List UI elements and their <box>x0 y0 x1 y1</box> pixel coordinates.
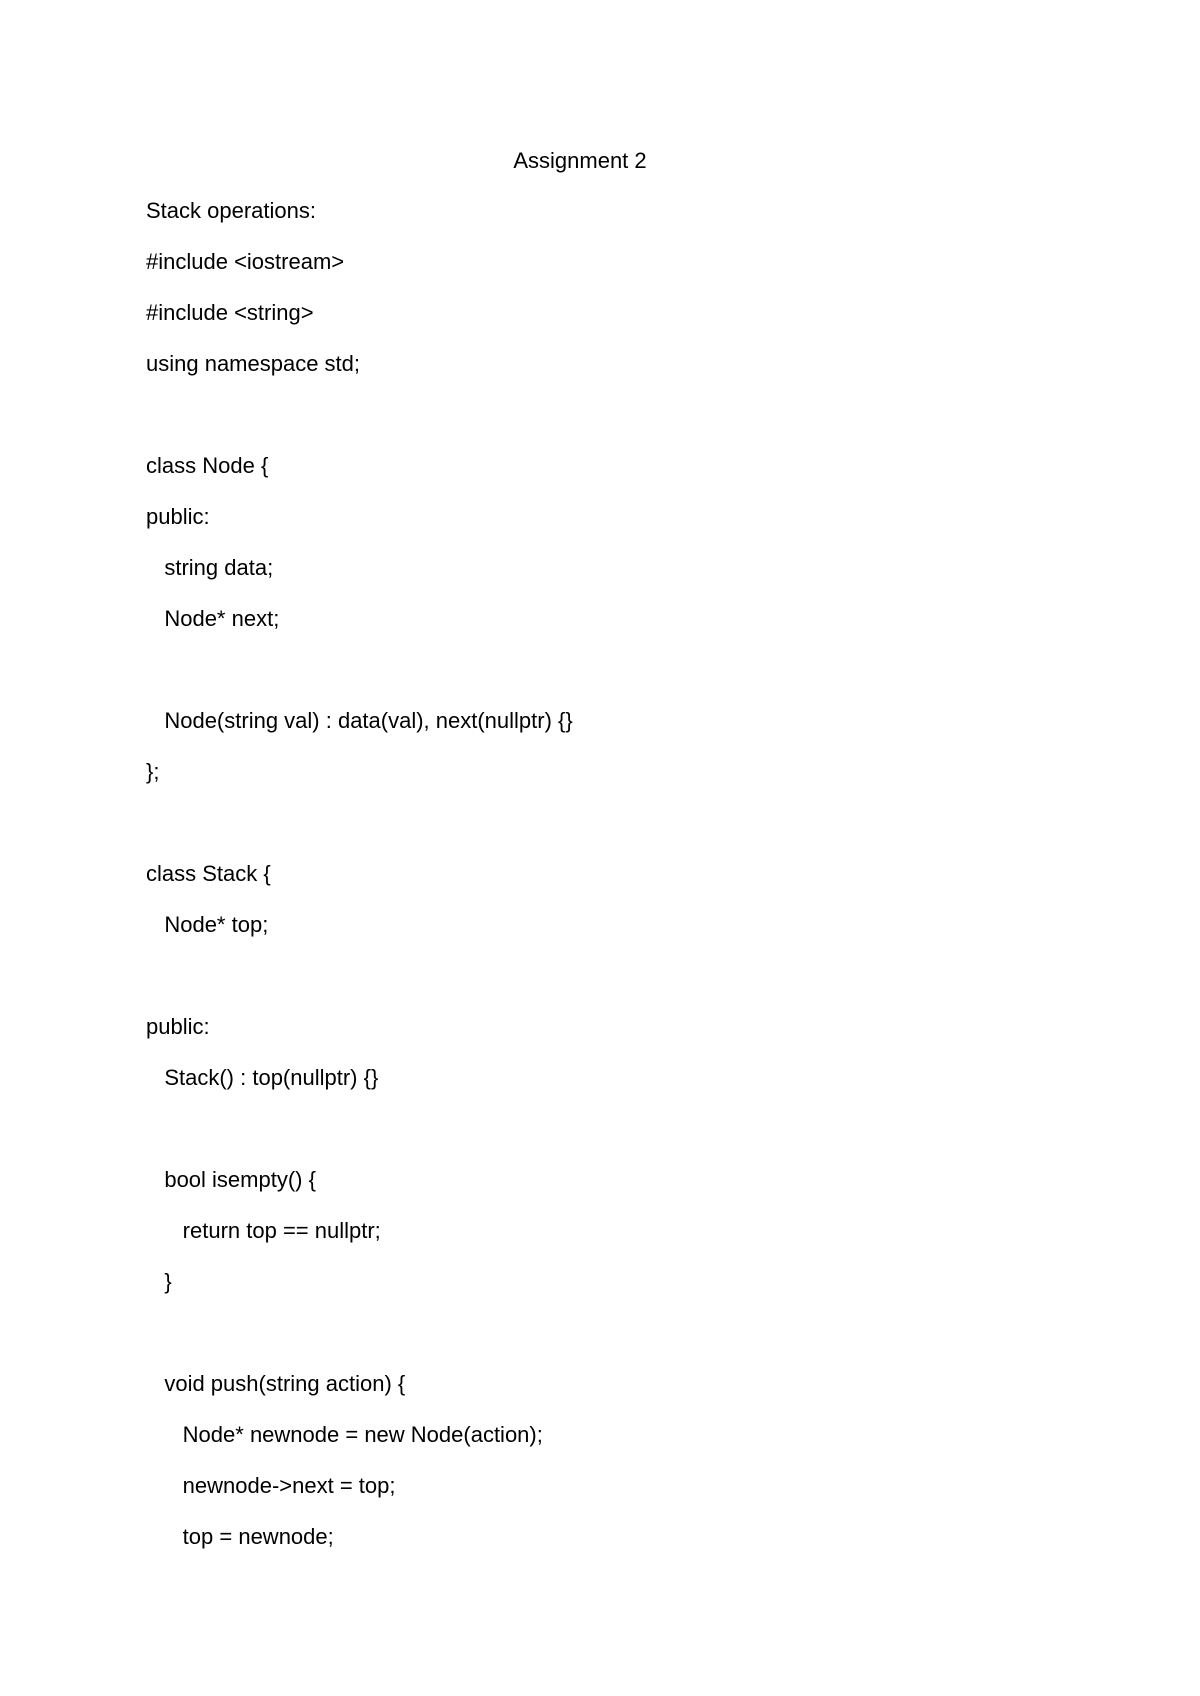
code-line: using namespace std; <box>146 351 361 376</box>
code-line: string data; <box>146 555 274 580</box>
code-line: Node(string val) : data(val), next(nullptr) {} <box>146 708 573 733</box>
code-line: Node* top; <box>146 912 269 937</box>
code-line: #include <string> <box>146 300 314 325</box>
code-line: class Node { <box>146 453 269 478</box>
code-line: } <box>146 1269 172 1294</box>
section-heading: Stack operations: <box>146 198 316 223</box>
code-line: public: <box>146 504 210 529</box>
page-title: Assignment 2 <box>513 148 647 173</box>
code-line: bool isempty() { <box>146 1167 316 1192</box>
code-line: class Stack { <box>146 861 271 886</box>
code-line: void push(string action) { <box>146 1371 406 1396</box>
code-line: public: <box>146 1014 210 1039</box>
code-line: }; <box>146 759 160 784</box>
code-line: Node* newnode = new Node(action); <box>146 1422 543 1447</box>
code-line: Stack() : top(nullptr) {} <box>146 1065 379 1090</box>
code-line: return top == nullptr; <box>146 1218 381 1243</box>
code-line: Node* next; <box>146 606 280 631</box>
code-line: top = newnode; <box>146 1524 334 1549</box>
code-line: newnode->next = top; <box>146 1473 396 1498</box>
code-line: #include <iostream> <box>146 249 345 274</box>
